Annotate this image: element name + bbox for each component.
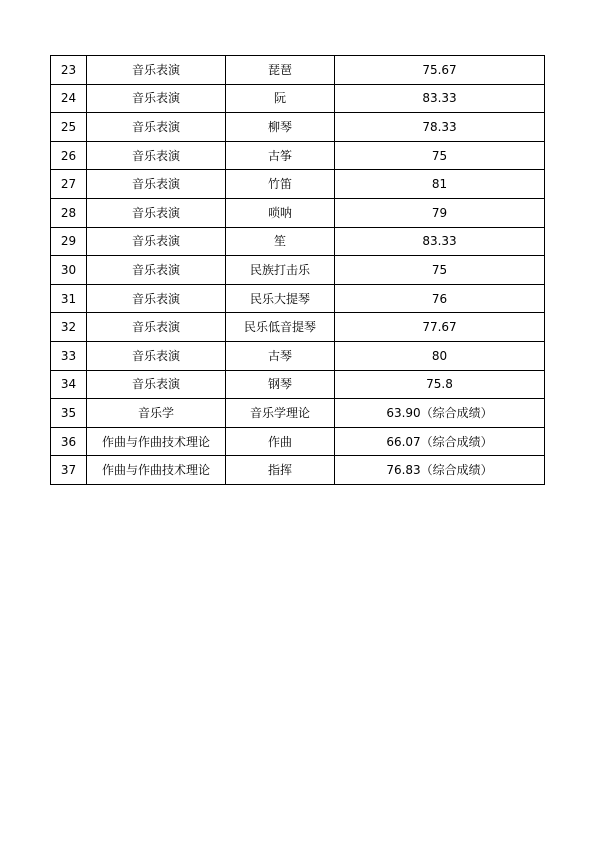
score-cell: 77.67 — [335, 313, 545, 342]
score-table-body — [51, 56, 545, 485]
table-row — [51, 113, 545, 142]
row-number: 31 — [51, 284, 87, 313]
table-row — [51, 256, 545, 285]
score-cell: 63.90（综合成绩） — [335, 399, 545, 428]
major-cell: 音乐表演 — [87, 170, 226, 199]
row-number: 33 — [51, 341, 87, 370]
row-number: 35 — [51, 399, 87, 428]
table-row — [51, 227, 545, 256]
major-cell: 音乐表演 — [87, 198, 226, 227]
direction-cell: 古筝 — [226, 141, 335, 170]
row-number: 36 — [51, 427, 87, 456]
score-cell: 79 — [335, 198, 545, 227]
major-cell: 作曲与作曲技术理论 — [87, 427, 226, 456]
direction-cell: 民乐大提琴 — [226, 284, 335, 313]
score-cell: 75.67 — [335, 56, 545, 85]
direction-cell: 钢琴 — [226, 370, 335, 399]
score-cell: 83.33 — [335, 227, 545, 256]
direction-cell: 唢呐 — [226, 198, 335, 227]
major-cell: 音乐表演 — [87, 56, 226, 85]
table-row — [51, 427, 545, 456]
score-cell: 66.07（综合成绩） — [335, 427, 545, 456]
direction-cell: 柳琴 — [226, 113, 335, 142]
major-cell: 音乐表演 — [87, 256, 226, 285]
row-number: 25 — [51, 113, 87, 142]
table-row — [51, 284, 545, 313]
major-cell: 音乐表演 — [87, 227, 226, 256]
table-row — [51, 56, 545, 85]
major-cell: 音乐表演 — [87, 370, 226, 399]
score-cell: 83.33 — [335, 84, 545, 113]
direction-cell: 琵琶 — [226, 56, 335, 85]
row-number: 29 — [51, 227, 87, 256]
major-cell: 音乐表演 — [87, 141, 226, 170]
table-row — [51, 84, 545, 113]
row-number: 37 — [51, 456, 87, 485]
table-row — [51, 141, 545, 170]
table-row — [51, 313, 545, 342]
direction-cell: 民族打击乐 — [226, 256, 335, 285]
row-number: 26 — [51, 141, 87, 170]
major-cell: 音乐表演 — [87, 341, 226, 370]
major-cell: 音乐学 — [87, 399, 226, 428]
major-cell: 音乐表演 — [87, 313, 226, 342]
major-cell: 音乐表演 — [87, 113, 226, 142]
table-row — [51, 399, 545, 428]
table-row — [51, 370, 545, 399]
score-cell: 81 — [335, 170, 545, 199]
direction-cell: 指挥 — [226, 456, 335, 485]
direction-cell: 民乐低音提琴 — [226, 313, 335, 342]
direction-cell: 音乐学理论 — [226, 399, 335, 428]
direction-cell: 竹笛 — [226, 170, 335, 199]
row-number: 27 — [51, 170, 87, 199]
row-number: 30 — [51, 256, 87, 285]
row-number: 34 — [51, 370, 87, 399]
row-number: 28 — [51, 198, 87, 227]
score-cell: 80 — [335, 341, 545, 370]
table-row — [51, 341, 545, 370]
table-row — [51, 456, 545, 485]
score-table — [50, 55, 545, 485]
score-cell: 75.8 — [335, 370, 545, 399]
table-row — [51, 170, 545, 199]
score-cell: 75 — [335, 256, 545, 285]
score-cell: 76.83（综合成绩） — [335, 456, 545, 485]
row-number: 32 — [51, 313, 87, 342]
row-number: 23 — [51, 56, 87, 85]
direction-cell: 阮 — [226, 84, 335, 113]
direction-cell: 作曲 — [226, 427, 335, 456]
score-cell: 75 — [335, 141, 545, 170]
direction-cell: 笙 — [226, 227, 335, 256]
major-cell: 音乐表演 — [87, 284, 226, 313]
major-cell: 作曲与作曲技术理论 — [87, 456, 226, 485]
direction-cell: 古琴 — [226, 341, 335, 370]
score-cell: 78.33 — [335, 113, 545, 142]
major-cell: 音乐表演 — [87, 84, 226, 113]
row-number: 24 — [51, 84, 87, 113]
table-row — [51, 198, 545, 227]
score-cell: 76 — [335, 284, 545, 313]
